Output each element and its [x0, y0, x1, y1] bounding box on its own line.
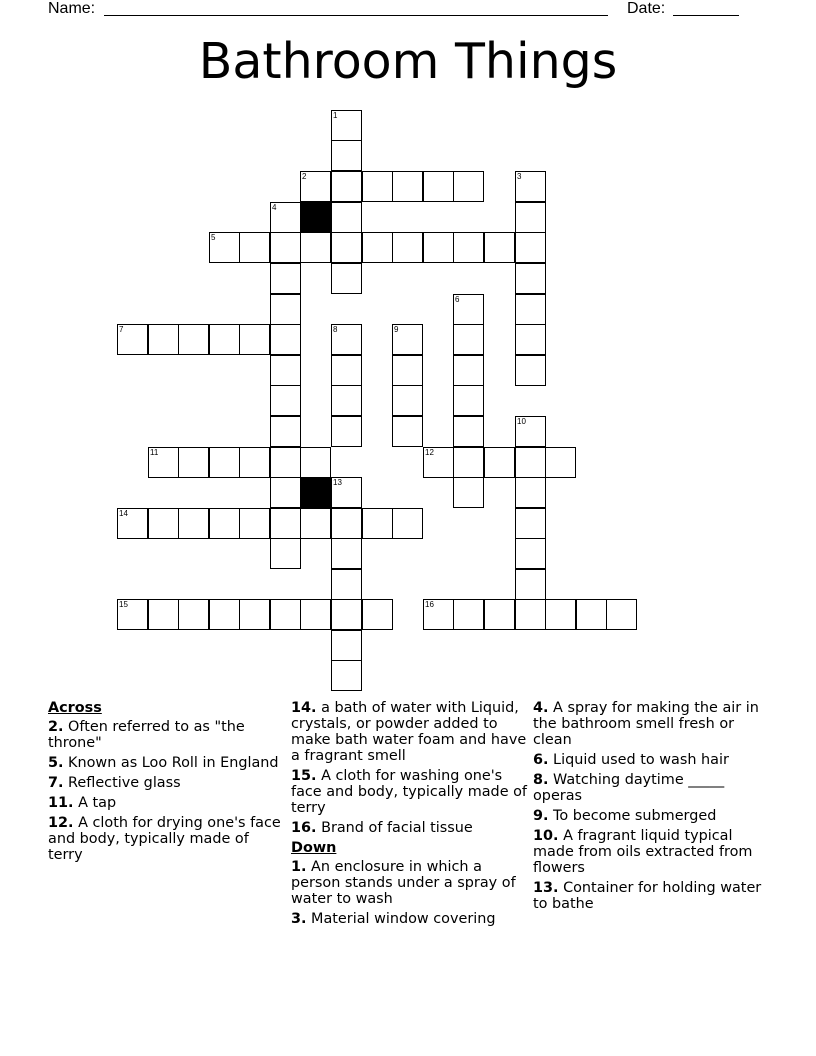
- crossword-cell[interactable]: [331, 508, 362, 539]
- crossword-cell[interactable]: [331, 599, 362, 630]
- clue-item: [291, 859, 527, 907]
- clue-number: 2: [302, 172, 307, 181]
- across-heading: Across: [48, 700, 102, 716]
- crossword-cell[interactable]: [392, 232, 423, 263]
- crossword-cell[interactable]: [484, 447, 515, 478]
- clue-item: [533, 700, 769, 748]
- crossword-cell[interactable]: [178, 447, 209, 478]
- clue-text: To become submerged: [548, 808, 717, 824]
- crossword-cell[interactable]: [453, 294, 484, 325]
- clue-number: 15: [119, 600, 128, 609]
- clue-text: A cloth for washing one's face and body, typically made of terry: [291, 768, 527, 816]
- clue-text: Brand of facial tissue: [316, 820, 473, 836]
- down-heading: Down: [291, 840, 337, 856]
- crossword-cell[interactable]: [331, 569, 362, 600]
- clue-number: 11: [150, 448, 159, 457]
- crossword-cell[interactable]: [331, 538, 362, 569]
- crossword-cell[interactable]: [270, 202, 301, 233]
- crossword-cell[interactable]: [515, 569, 546, 600]
- clue-text: Known as Loo Roll in England: [63, 755, 279, 771]
- clue-item: [533, 880, 769, 912]
- clue-number-label: 7.: [48, 775, 64, 791]
- clues-column-3: [533, 700, 769, 916]
- clue-number-label: 5.: [48, 755, 64, 771]
- clue-item: [291, 820, 527, 836]
- clue-item: [48, 815, 284, 863]
- crossword-cell[interactable]: [270, 294, 301, 325]
- crossword-cell[interactable]: [270, 232, 301, 263]
- crossword-cell[interactable]: [392, 416, 423, 447]
- clue-text: Liquid used to wash hair: [548, 752, 729, 768]
- crossword-cell[interactable]: [270, 324, 301, 355]
- date-label: Date:: [627, 0, 666, 17]
- crossword-cell[interactable]: [576, 599, 607, 630]
- crossword-cell[interactable]: [515, 416, 546, 447]
- crossword-cell[interactable]: [148, 447, 179, 478]
- crossword-cell[interactable]: [515, 263, 546, 294]
- crossword-cell[interactable]: [270, 263, 301, 294]
- clue-text: Often referred to as "the throne": [48, 719, 245, 751]
- page-title: Bathroom Things: [198, 33, 618, 90]
- clue-text: A fragrant liquid typical made from oils extracted from flowers: [533, 828, 753, 876]
- crossword-cell[interactable]: [270, 538, 301, 569]
- crossword-cell[interactable]: [331, 171, 362, 202]
- clue-item: [48, 795, 284, 811]
- clue-text: A cloth for drying one's face and body, typically made of terry: [48, 815, 281, 863]
- clue-item: [533, 808, 769, 824]
- crossword-cell[interactable]: [515, 171, 546, 202]
- crossword-cell[interactable]: [209, 232, 240, 263]
- clue-text: Watching daytime _____ operas: [533, 772, 725, 804]
- crossword-cell[interactable]: [239, 232, 270, 263]
- crossword-cell[interactable]: [331, 232, 362, 263]
- crossword-cell[interactable]: [515, 508, 546, 539]
- crossword-cell[interactable]: [423, 171, 454, 202]
- crossword-cell[interactable]: [239, 508, 270, 539]
- crossword-cell[interactable]: [453, 447, 484, 478]
- crossword-cell[interactable]: [148, 324, 179, 355]
- crossword-cell[interactable]: [270, 447, 301, 478]
- crossword-cell[interactable]: [148, 508, 179, 539]
- clue-number-label: 15.: [291, 768, 317, 784]
- crossword-cell[interactable]: [484, 232, 515, 263]
- clue-text: Container for holding water to bathe: [533, 880, 762, 912]
- clue-text: a bath of water with Liquid, crystals, or powder added to make bath water foam and have a fragrant smell: [291, 700, 527, 764]
- crossword-cell[interactable]: [209, 599, 240, 630]
- clue-item: [291, 911, 527, 927]
- clue-number-label: 11.: [48, 795, 74, 811]
- crossword-cell[interactable]: [300, 232, 331, 263]
- crossword-cell[interactable]: [270, 355, 301, 386]
- crossword-cell[interactable]: [515, 324, 546, 355]
- crossword-cell[interactable]: [331, 416, 362, 447]
- crossword-cell[interactable]: [515, 599, 546, 630]
- clue-item: [533, 772, 769, 804]
- crossword-cell[interactable]: [331, 110, 362, 141]
- crossword-cell[interactable]: [300, 599, 331, 630]
- crossword-cell[interactable]: [423, 232, 454, 263]
- crossword-cell[interactable]: [453, 416, 484, 447]
- crossword-cell[interactable]: [239, 447, 270, 478]
- crossword-cell[interactable]: [515, 447, 546, 478]
- crossword-cell[interactable]: [300, 447, 331, 478]
- clue-number-label: 3.: [291, 911, 307, 927]
- crossword-block-cell: [300, 477, 331, 508]
- clues-column-1: [48, 700, 284, 867]
- crossword-cell[interactable]: [453, 232, 484, 263]
- crossword-cell[interactable]: [209, 508, 240, 539]
- crossword-cell[interactable]: [545, 447, 576, 478]
- clue-text: A tap: [73, 795, 117, 811]
- clue-number: 7: [119, 325, 124, 334]
- clue-number: 13: [333, 478, 342, 487]
- clue-item: [48, 775, 284, 791]
- crossword-cell[interactable]: [362, 232, 393, 263]
- crossword-cell[interactable]: [270, 477, 301, 508]
- crossword-cell[interactable]: [270, 599, 301, 630]
- clue-number-label: 4.: [533, 700, 549, 716]
- clue-number-label: 8.: [533, 772, 549, 788]
- crossword-cell[interactable]: [423, 599, 454, 630]
- crossword-cell[interactable]: [515, 294, 546, 325]
- clue-number: 10: [517, 417, 526, 426]
- crossword-cell[interactable]: [209, 447, 240, 478]
- clue-number: 14: [119, 509, 128, 518]
- clue-number: 4: [272, 203, 277, 212]
- crossword-cell[interactable]: [362, 599, 393, 630]
- crossword-cell[interactable]: [423, 447, 454, 478]
- crossword-cell[interactable]: [117, 508, 148, 539]
- clue-item: [291, 768, 527, 816]
- clue-number-label: 13.: [533, 880, 559, 896]
- crossword-cell[interactable]: [331, 660, 362, 691]
- crossword-cell[interactable]: [270, 508, 301, 539]
- clue-number-label: 9.: [533, 808, 549, 824]
- crossword-cell[interactable]: [453, 171, 484, 202]
- clue-number-label: 2.: [48, 719, 64, 735]
- clue-text: Material window covering: [306, 911, 496, 927]
- clue-number-label: 14.: [291, 700, 317, 716]
- clue-number: 1: [333, 111, 338, 120]
- crossword-cell[interactable]: [606, 599, 637, 630]
- clue-number-label: 1.: [291, 859, 307, 875]
- clue-number: 16: [425, 600, 434, 609]
- crossword-cell[interactable]: [515, 355, 546, 386]
- crossword-cell[interactable]: [331, 263, 362, 294]
- crossword-cell[interactable]: [300, 508, 331, 539]
- crossword-cell[interactable]: [453, 477, 484, 508]
- crossword-block-cell: [300, 202, 331, 233]
- crossword-cell[interactable]: [148, 599, 179, 630]
- crossword-cell[interactable]: [178, 508, 209, 539]
- clue-number: 9: [394, 325, 399, 334]
- crossword-cell[interactable]: [331, 324, 362, 355]
- clue-number: 8: [333, 325, 338, 334]
- clue-item: [48, 719, 284, 751]
- clue-item: [48, 755, 284, 771]
- clue-text: An enclosure in which a person stands under a spray of water to wash: [291, 859, 516, 907]
- crossword-cell[interactable]: [239, 599, 270, 630]
- clue-number: 5: [211, 233, 216, 242]
- clues-column-2: [291, 700, 527, 931]
- crossword-cell[interactable]: [515, 477, 546, 508]
- name-label: Name:: [48, 0, 96, 17]
- crossword-cell[interactable]: [209, 324, 240, 355]
- crossword-cell[interactable]: [300, 171, 331, 202]
- crossword-cell[interactable]: [545, 599, 576, 630]
- crossword-cell[interactable]: [515, 538, 546, 569]
- clue-number: 12: [425, 448, 434, 457]
- clue-text: A spray for making the air in the bathroom smell fresh or clean: [533, 700, 759, 748]
- clue-item: [533, 828, 769, 876]
- clue-number: 6: [455, 295, 460, 304]
- crossword-cell[interactable]: [392, 355, 423, 386]
- crossword-cell[interactable]: [392, 324, 423, 355]
- clue-number-label: 12.: [48, 815, 74, 831]
- clue-item: [533, 752, 769, 768]
- crossword-cell[interactable]: [453, 385, 484, 416]
- crossword-cell[interactable]: [178, 324, 209, 355]
- clue-number: 3: [517, 172, 522, 181]
- clue-number-label: 6.: [533, 752, 549, 768]
- clue-item: [291, 700, 527, 764]
- crossword-cell[interactable]: [484, 599, 515, 630]
- crossword-cell[interactable]: [331, 202, 362, 233]
- crossword-cell[interactable]: [362, 508, 393, 539]
- clue-number-label: 16.: [291, 820, 317, 836]
- crossword-cell[interactable]: [117, 599, 148, 630]
- crossword-cell[interactable]: [117, 324, 148, 355]
- crossword-cell[interactable]: [392, 508, 423, 539]
- clue-text: Reflective glass: [63, 775, 181, 791]
- crossword-cell[interactable]: [331, 477, 362, 508]
- crossword-cell[interactable]: [515, 202, 546, 233]
- clue-number-label: 10.: [533, 828, 559, 844]
- crossword-cell[interactable]: [178, 599, 209, 630]
- crossword-cell[interactable]: [453, 324, 484, 355]
- crossword-cell[interactable]: [362, 171, 393, 202]
- crossword-cell[interactable]: [453, 599, 484, 630]
- crossword-cell[interactable]: [392, 171, 423, 202]
- crossword-cell[interactable]: [331, 630, 362, 661]
- crossword-cell[interactable]: [270, 385, 301, 416]
- crossword-cell[interactable]: [331, 355, 362, 386]
- crossword-cell[interactable]: [331, 140, 362, 171]
- crossword-cell[interactable]: [270, 416, 301, 447]
- crossword-cell[interactable]: [239, 324, 270, 355]
- crossword-cell[interactable]: [331, 385, 362, 416]
- crossword-cell[interactable]: [453, 355, 484, 386]
- crossword-cell[interactable]: [515, 232, 546, 263]
- crossword-cell[interactable]: [392, 385, 423, 416]
